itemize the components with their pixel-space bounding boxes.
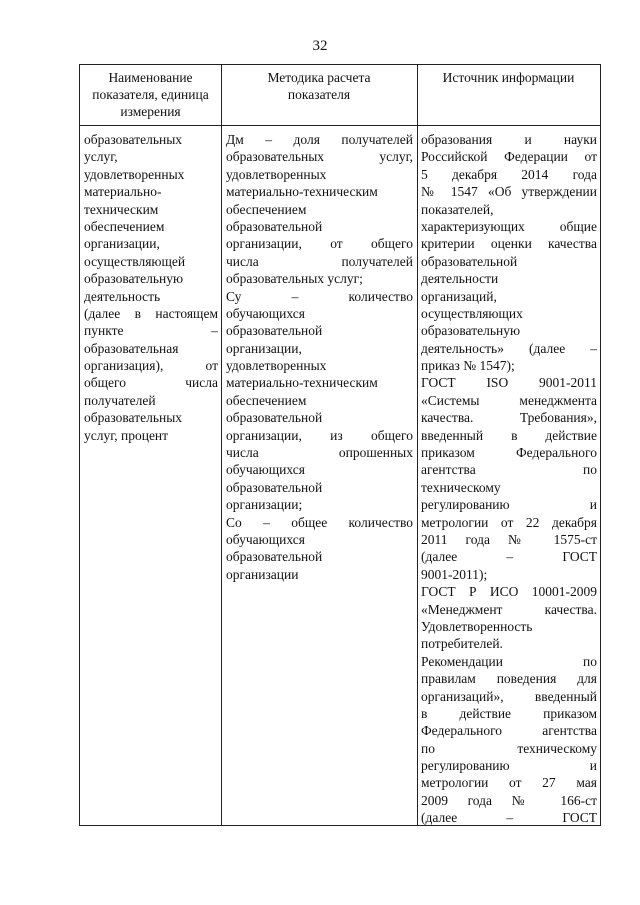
text-line: приказ № 1547); [421,358,515,374]
header-line: показателя, единица [92,87,209,102]
text-line: (далее – ГОСТ [421,810,597,826]
page-number: 32 [312,38,328,54]
text-line: образовательных [84,132,183,147]
text-line: потребителей. [421,636,503,652]
text-line: материально-техническим [226,184,378,200]
text-line: обучающихся [226,305,305,321]
text-line: образовательной [226,479,323,495]
text-line: метрологии от 22 декабря [421,514,597,530]
text-line: образовательной [226,549,323,565]
text-line: удовлетворенных [226,166,327,182]
text-line: пункте – [84,323,218,339]
text-line: осуществляющих [421,305,523,321]
text-line: обучающихся [226,462,305,478]
text-line: образовательной [226,410,323,426]
text-line: приказом Федерального [421,445,597,461]
text-line: числа опрошенных [226,445,413,461]
text-line: организации, [226,340,302,356]
header-line: Методика расчета [267,70,371,85]
header-line: показателя [287,87,351,102]
text-line: агентства по [421,462,597,478]
text-line: 9001-2011); [421,566,488,582]
text-line: регулированию и [421,497,597,513]
header-line: Наименование [108,70,193,85]
text-line: организация), от [84,358,218,374]
text-line: образовательных услуг; [226,271,363,287]
text-line: Удовлетворенность [421,618,533,634]
text-line: обеспечением [226,201,307,217]
text-line: организации; [226,497,303,513]
data-table [79,64,601,826]
text-line: регулированию и [421,758,597,774]
text-line: образовательная [84,340,179,356]
cell-indicator-name [84,131,218,444]
text-line: общего числа [84,375,218,391]
text-line: образовательную [84,271,184,287]
text-line: Су – количество [226,288,413,304]
text-line: организаций», введенный [421,688,597,704]
text-line: Федерального агентства [421,723,597,739]
text-line: образовательную [421,323,521,339]
cell-information-source [421,131,597,827]
text-line: Рекомендации по [421,653,597,669]
text-line: образовательных услуг, [226,149,413,165]
text-line: обеспечением [226,392,307,408]
text-line: критерии оценки качества [421,236,597,252]
header-line: Источник информации [442,70,575,85]
text-line: организации, из общего [226,427,413,443]
text-line: 2009 года № 166-ст [421,792,597,808]
text-line: образовательной [226,323,323,339]
text-line: «Менеджмент качества. [421,601,597,617]
text-line: характеризующих общие [421,218,597,234]
column-divider [221,65,222,825]
text-line: организации [226,566,299,582]
text-line: обеспечением [84,218,165,234]
text-line: Дм – доля получателей [226,132,413,147]
text-line: по техническому [421,740,597,756]
text-line: деятельности [421,271,499,287]
text-line: получателей [84,392,156,408]
text-line: осуществляющей [84,253,186,269]
header-name-unit [80,69,221,120]
text-line: удовлетворенных [226,358,327,374]
text-line: обучающихся [226,531,305,547]
text-line: правилам поведения для [421,671,597,687]
text-line: ГОСТ ISO 9001-2011 [421,375,597,391]
text-line: услуг, [84,149,118,165]
text-line: показателей, [421,201,494,217]
text-line: качества. Требования», [421,410,597,426]
header-line: измерения [120,104,181,119]
text-line: организаций, [421,288,497,304]
text-line: (далее – ГОСТ [421,549,597,565]
cell-calculation-method [226,131,413,583]
text-line: удовлетворенных [84,166,185,182]
column-divider [417,65,418,825]
text-line: образовательных [84,410,183,426]
text-line: образовательной [421,253,518,269]
text-line: материально-техническим [226,375,378,391]
text-line: в действие приказом [421,705,597,721]
text-line: 5 декабря 2014 года [421,166,597,182]
text-line: ГОСТ Р ИСО 10001-2009 [421,584,597,600]
text-line: числа получателей [226,253,413,269]
text-line: образовательной [226,218,323,234]
text-line: техническим [84,201,159,217]
text-line: материально- [84,184,162,200]
text-line: услуг, процент [84,427,169,443]
text-line: техническому [421,479,501,495]
header-divider [80,125,600,126]
text-line: Российской Федерации от [421,149,597,165]
text-line: № 1547 «Об утверждении [421,184,597,200]
text-line: «Системы менеджмента [421,392,597,408]
text-line: 2011 года № 1575-ст [421,531,597,547]
header-source [417,69,600,86]
text-line: Со – общее количество [226,514,413,530]
text-line: организации, от общего [226,236,413,252]
text-line: введенный в действие [421,427,597,443]
header-method [221,69,417,103]
text-line: деятельность [84,288,161,304]
text-line: метрологии от 27 мая [421,775,597,791]
text-line: деятельность» (далее – [421,340,597,356]
text-line: (далее в настоящем [84,305,218,321]
text-line: образования и науки [421,132,597,147]
text-line: организации, [84,236,160,252]
